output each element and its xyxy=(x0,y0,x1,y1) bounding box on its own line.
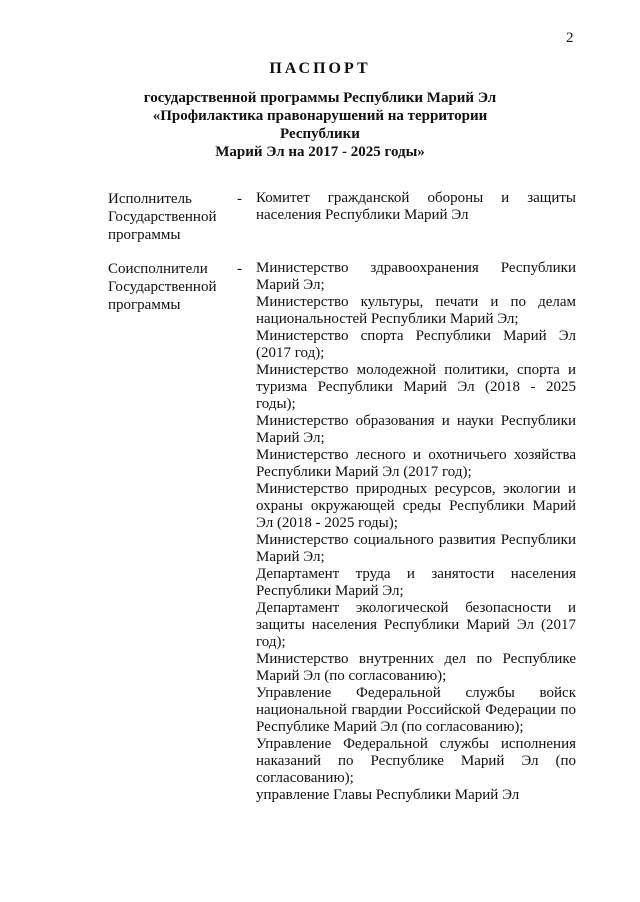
value-item: Министерство образования и науки Республики Марий Эл; xyxy=(256,413,576,446)
value-item: Комитет гражданской обороны и защиты населения Республики Марий Эл xyxy=(256,190,576,223)
value-item: Министерство культуры, печати и по делам национальностей Республики Марий Эл; xyxy=(256,294,576,327)
row-value xyxy=(256,260,576,804)
row-label: Исполнитель Государственной программы xyxy=(108,191,217,243)
value-item: Министерство внутренних дел по Республике Марий Эл (по согласованию); xyxy=(256,651,576,684)
row-label: Соисполнители Государственной программы xyxy=(108,261,217,313)
value-item: Департамент труда и занятости населения Республики Марий Эл; xyxy=(256,566,576,599)
page-number: 2 xyxy=(566,30,574,46)
value-item: Министерство социального развития Республики Марий Эл; xyxy=(256,532,576,565)
value-item: Министерство лесного и охотничьего хозяйства Республики Марий Эл (2017 год); xyxy=(256,447,576,480)
value-item: управление Главы Республики Марий Эл xyxy=(256,787,520,803)
value-item: Министерство спорта Республики Марий Эл (2017 год); xyxy=(256,328,576,361)
value-item: Министерство природных ресурсов, экологии и охраны окружающей среды Республики Марий Эл (2018 - 2025 годы); xyxy=(256,481,576,531)
value-item: Управление Федеральной службы исполнения наказаний по Республике Марий Эл (по согласованию); xyxy=(256,736,576,786)
subtitle-line: Марий Эл на 2017 - 2025 годы» xyxy=(215,144,425,160)
value-item: Министерство здравоохранения Республики Марий Эл; xyxy=(256,260,576,293)
subtitle-line: государственной программы Республики Марий Эл xyxy=(143,90,497,106)
value-item: Управление Федеральной службы войск национальной гвардии Российской Федерации по Республике Марий Эл (по согласованию); xyxy=(256,685,576,735)
document-subtitle xyxy=(120,89,520,161)
row-value xyxy=(256,190,576,224)
value-item: Министерство молодежной политики, спорта и туризма Республики Марий Эл (2018 - 2025 годы); xyxy=(256,362,576,412)
subtitle-line: «Профилактика правонарушений на территории Республики xyxy=(152,108,488,142)
document-title: ПАСПОРТ xyxy=(269,60,371,77)
row-dash: - xyxy=(237,191,242,207)
value-item: Департамент экологической безопасности и защиты населения Республики Марий Эл (2017 год); xyxy=(256,600,576,650)
row-dash: - xyxy=(237,261,242,277)
